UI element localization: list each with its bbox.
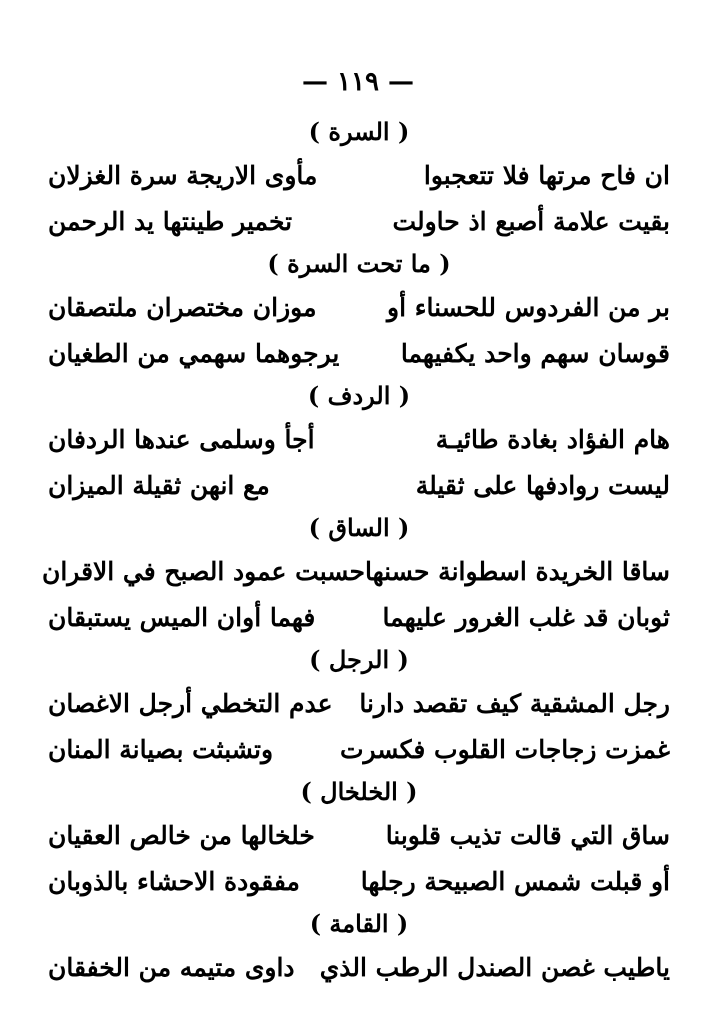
first-hemistich: غمزت زجاجات القلوب فكسرت (339, 734, 670, 764)
second-hemistich: عدم التخطي أرجل الاغصان (48, 688, 333, 718)
first-hemistich: ساقا الخريدة اسطوانة حسنها (365, 556, 670, 586)
verse-line (48, 416, 670, 462)
second-hemistich: خلخالها من خالص العقيان (48, 820, 315, 850)
second-hemistich: يرجوهما سهمي من الطغيان (48, 338, 340, 368)
first-hemistich: أو قبلت شمس الصبيحة رجلها (360, 866, 670, 896)
second-hemistich: تخمير طينتها يد الرحمن (48, 206, 293, 236)
first-hemistich: بر من الفردوس للحسناء أو (387, 292, 670, 322)
second-hemistich: مأوى الاريجة سرة الغزلان (48, 160, 318, 190)
first-hemistich: ياطيب غصن الصندل الرطب الذي (319, 952, 670, 982)
verse-line (48, 198, 670, 244)
poem-body (41, 112, 670, 990)
section-heading: ( الردف ) (307, 381, 411, 410)
verse-line (48, 462, 670, 508)
section-heading: ( الساق ) (308, 513, 410, 542)
first-hemistich: بقيت علامة أصبع اذ حاولت (392, 206, 670, 236)
verse-line (41, 548, 670, 594)
page-number: — ١١٩ — (301, 67, 415, 97)
first-hemistich: قوسان سهم واحد يكفيهما (400, 338, 670, 368)
first-hemistich: ثوبان قد غلب الغرور عليهما (382, 602, 670, 632)
verse-line (48, 726, 670, 772)
second-hemistich: داوى متيمه من الخفقان (48, 952, 295, 982)
verse-line (48, 152, 670, 198)
verse-line (48, 812, 670, 858)
second-hemistich: فهما أوان الميس يستبقان (48, 602, 316, 632)
first-hemistich: رجل المشقية كيف تقصد دارنا (359, 688, 670, 718)
verse-line (48, 944, 670, 990)
section-heading: ( الخلخال ) (300, 777, 418, 806)
verse-line (48, 330, 670, 376)
section-heading: ( الرجل ) (309, 645, 409, 674)
verse-line (48, 680, 670, 726)
second-hemistich: مفقودة الاحشاء بالذوبان (48, 866, 300, 896)
first-hemistich: ان فاح مرتها فلا تتعجبوا (423, 160, 670, 190)
first-hemistich: ليست روادفها على ثقيلة (415, 470, 670, 500)
section-heading: ( ما تحت السرة ) (267, 249, 451, 278)
first-hemistich: هام الفؤاد بغادة طائيـة (435, 424, 670, 454)
section-heading: ( القامة ) (309, 909, 409, 938)
first-hemistich: ساق التي قالت تذيب قلوبنا (385, 820, 670, 850)
verse-line (48, 284, 670, 330)
second-hemistich: موزان مختصران ملتصقان (48, 292, 317, 322)
verse-line (48, 594, 670, 640)
second-hemistich: حسبت عمود الصبح في الاقران (41, 556, 366, 586)
second-hemistich: أجأ وسلمى عندها الردفان (48, 424, 315, 454)
section-heading: ( السرة ) (308, 117, 410, 146)
second-hemistich: وتشبثت بصيانة المنان (48, 734, 274, 764)
verse-line (48, 858, 670, 904)
second-hemistich: مع انهن ثقيلة الميزان (48, 470, 270, 500)
